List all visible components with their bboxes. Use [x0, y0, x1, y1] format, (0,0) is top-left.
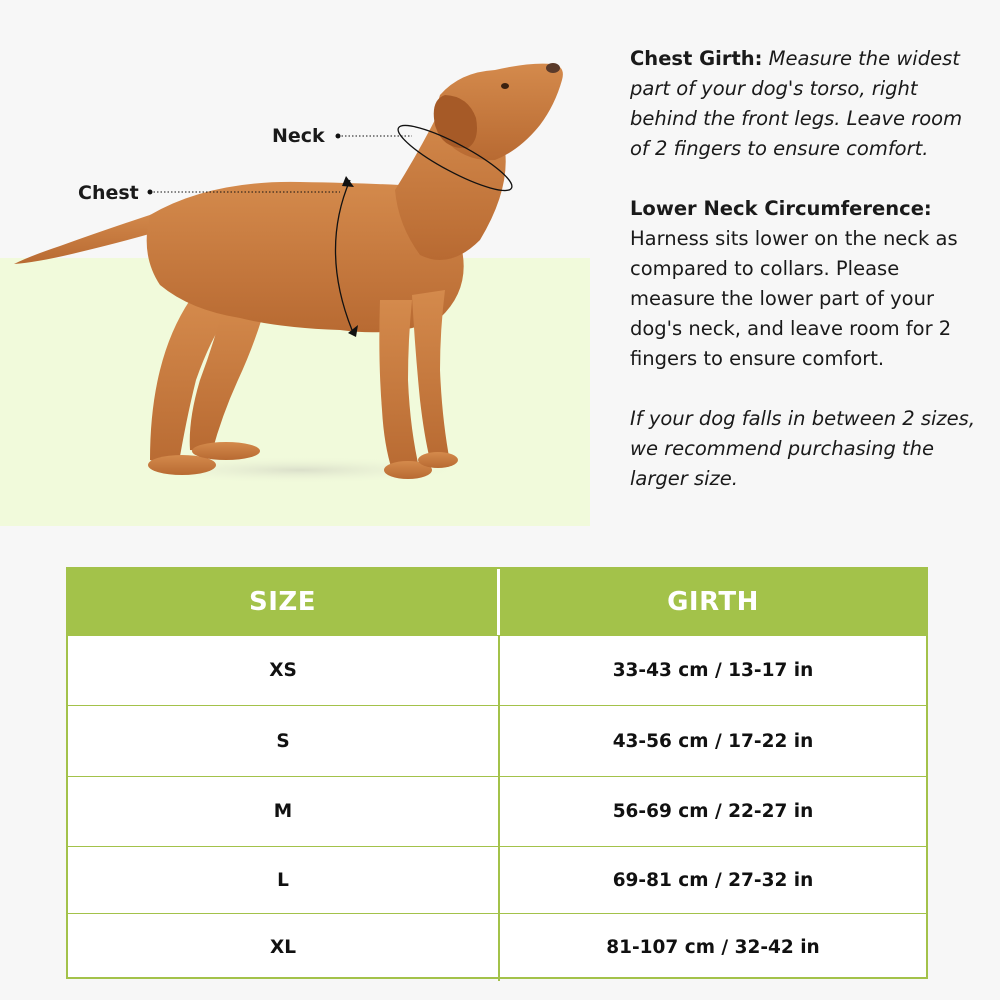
table-row: [68, 705, 926, 776]
neck-callout-label: Neck: [272, 125, 325, 147]
table-header-row: [68, 569, 926, 635]
table-row: [68, 776, 926, 846]
girth-cell: 81-107 cm / 32-42 in: [606, 937, 820, 958]
dog-measurement-illustration: [0, 0, 600, 530]
dog-nose: [546, 63, 560, 73]
size-cell: S: [68, 706, 500, 776]
size-chart-table: [66, 567, 928, 979]
chest-girth-text: Measure the widest part of your dog's torso, right behind the front legs. Leave room of 2 fingers to ensure comfort.: [630, 47, 963, 160]
lower-neck-text: Harness sits lower on the neck as compared to collars. Please measure the lower part of your dog's neck, and leave room for 2 fingers to ensure comfort.: [630, 227, 958, 370]
measurement-instructions: [630, 44, 980, 494]
girth-cell: 43-56 cm / 17-22 in: [612, 730, 814, 752]
size-cell: M: [68, 777, 500, 846]
girth-column-header: GIRTH: [667, 587, 759, 617]
size-cell: XL: [68, 914, 500, 981]
girth-cell: 69-81 cm / 27-32 in: [612, 869, 814, 891]
dog-eye: [501, 83, 509, 89]
girth-cell: 56-69 cm / 22-27 in: [612, 801, 814, 822]
girth-cell: 33-43 cm / 13-17 in: [612, 660, 814, 681]
lower-neck-instruction: [630, 194, 980, 374]
size-column-header: SIZE: [68, 569, 500, 635]
table-row: [68, 635, 926, 705]
dog-illustration-svg: [0, 0, 600, 530]
chest-callout-label: Chest: [78, 182, 139, 204]
size-recommendation-note: If your dog falls in between 2 sizes, we recommend purchasing the larger size.: [630, 407, 976, 490]
size-cell: L: [68, 847, 500, 913]
table-row: [68, 913, 926, 981]
lower-neck-label: Lower Neck Circumference:: [630, 197, 932, 220]
size-cell: XS: [68, 636, 500, 705]
chest-girth-label: Chest Girth:: [630, 47, 763, 70]
table-row: [68, 846, 926, 913]
chest-girth-instruction: [630, 44, 980, 164]
